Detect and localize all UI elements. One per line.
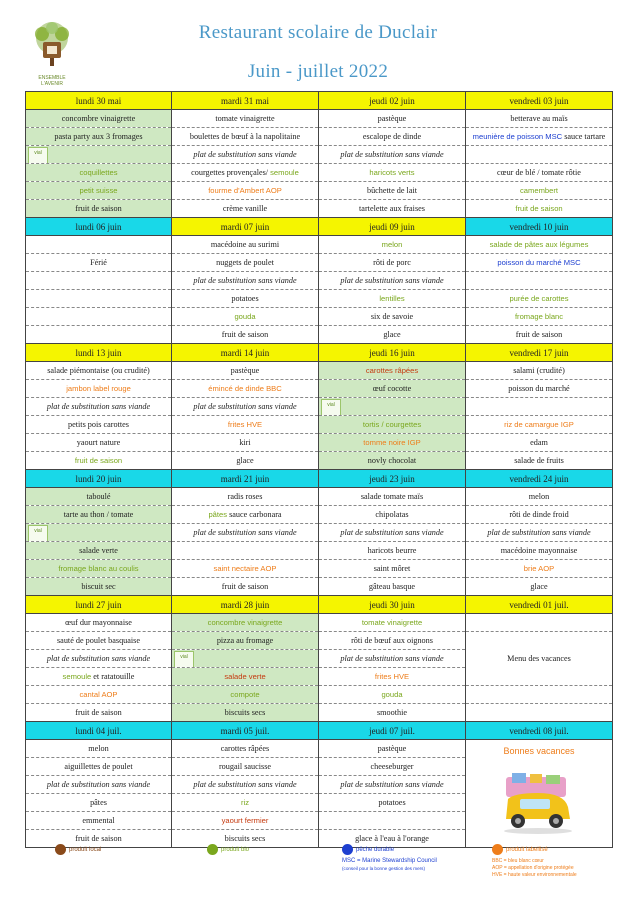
menu-cell [466,200,613,218]
logo-text-1: ENSEMBLE [38,75,66,81]
menu-cell [466,398,613,416]
menu-cell: pastèque [172,362,319,380]
menu-cell [172,380,319,398]
menu-cell: rôti de porc [319,254,466,272]
menu-cell [466,308,613,326]
menu-cell: salade verte [26,542,172,560]
menu-cell: plat de substitution sans viande [319,650,466,668]
menu-cell [466,272,613,290]
menu-cell [319,668,466,686]
menu-cell [319,236,466,254]
label-item: frites HVE [374,671,410,681]
menu-cell: glace à l'eau à l'orange [319,830,466,848]
menu-cell: betterave au maïs [466,110,613,128]
legend-label [492,844,577,879]
page-title: Restaurant scolaire de Duclair [198,22,438,43]
menu-cell [172,308,319,326]
menu-text: sauce carbonara [227,509,282,519]
bio-item: camembert [520,185,558,195]
bonnes-vacances-text: Bonnes vacances [503,746,575,756]
day-header: mardi 07 juin [172,218,319,236]
day-header: lundi 13 juin [26,344,172,362]
bio-item: fruit de saison [515,203,563,213]
legend-msc: MSC = Marine Stewardship Council [342,858,437,864]
menu-cell: salami (crudité) [466,362,613,380]
day-header: jeudi 07 juil. [319,722,466,740]
menu-cell: haricots beurre [319,542,466,560]
label-item: émincé de dinde BBC [208,383,282,393]
menu-cell: rôti de bœuf aux oignons [319,632,466,650]
day-header: vendredi 01 juil. [466,596,613,614]
menu-cell: chipolatas [319,506,466,524]
menu-cell: fruit de saison [26,830,172,848]
menu-cell: pizza au fromage [172,632,319,650]
menu-cell [319,290,466,308]
menu-cell [172,506,319,524]
bio-item: fruit de saison [74,455,123,465]
menu-cell: taboulé [26,488,172,506]
menu-cell: plat de substitution sans viande [319,776,466,794]
bio-item: melon [381,239,403,249]
menu-cell: six de savoie [319,308,466,326]
menu-cell: carottes râpées [172,740,319,758]
day-header: vendredi 24 juin [466,470,613,488]
vial-icon: vial [28,147,48,164]
bio-item: fromage blanc au coulis [58,563,139,573]
menu-cell: potatoes [172,290,319,308]
menu-cell [26,380,172,398]
menu-cell: tartelette aux fraises [319,200,466,218]
menu-cell: potatoes [319,794,466,812]
menu-cell [26,290,172,308]
menu-cell [466,614,613,632]
menu-cell: crème vanille [172,200,319,218]
day-header: lundi 27 juin [26,596,172,614]
menu-cell [172,812,319,830]
bio-icon [207,844,218,855]
menu-cell: escalope de dinde [319,128,466,146]
menu-cell: plat de substitution sans viande [172,524,319,542]
menu-cell: yaourt nature [26,434,172,452]
menu-cell: œuf cocotte [319,380,466,398]
menu-cell [26,560,172,578]
menu-cell: biscuit sec [26,578,172,596]
menu-cell: plat de substitution sans viande [466,524,613,542]
bio-item: petit suisse [79,185,118,195]
menu-cell: radis roses [172,488,319,506]
menu-cell: melon [26,740,172,758]
bio-item: salade de pâtes aux légumes [489,239,589,249]
day-header: jeudi 02 juin [319,92,466,110]
menu-cell: plat de substitution sans viande [26,650,172,668]
bio-item: coquillettes [79,167,118,177]
menu-cell: macédoine au surimi [172,236,319,254]
legend-local [55,844,101,855]
menu-cell [172,650,319,668]
day-header: mardi 21 juin [172,470,319,488]
menu-cell: plat de substitution sans viande [26,776,172,794]
menu-cell: cœur de blé / tomate rôtie [466,164,613,182]
menu-cell [26,272,172,290]
menu-cell [26,182,172,200]
week-header [26,218,613,236]
legend-bbc: BBC = bleu blanc cœur [492,858,544,864]
menu-cell: Férié [26,254,172,272]
menu-cell: emmental [26,812,172,830]
menu-cell [172,686,319,704]
local-item: yaourt fermier [221,815,269,825]
menu-cell [319,434,466,452]
menu-cell: pastèque [319,110,466,128]
day-header: vendredi 17 juin [466,344,613,362]
vial-icon: vial [28,525,48,542]
menu-cell: kiri [172,434,319,452]
bio-item: lentilles [379,293,405,303]
menu-cell: edam [466,434,613,452]
local-item: salade verte [224,671,266,681]
menu-cell [466,254,613,272]
day-header: mardi 05 juil. [172,722,319,740]
menu-cell [172,614,319,632]
menu-cell: rougail saucisse [172,758,319,776]
menu-cell: plat de substitution sans viande [172,146,319,164]
menu-cell [466,560,613,578]
menu-cell [26,308,172,326]
bio-item: semoule [62,671,92,681]
menu-cell: fruit de saison [26,200,172,218]
menu-cell [466,416,613,434]
menu-cell: petits pois carottes [26,416,172,434]
menu-cell [26,146,172,164]
fish-icon [342,844,353,855]
menu-cell: plat de substitution sans viande [172,272,319,290]
menu-cell [172,668,319,686]
bio-item: concombre vinaigrette [207,617,283,627]
bio-item: gouda [381,689,403,699]
local-icon [55,844,66,855]
menu-text: et ratatouille [91,671,135,681]
menu-cell: concombre vinaigrette [26,110,172,128]
menu-cell: aiguillettes de poulet [26,758,172,776]
menu-cell [319,812,466,830]
legend-label-label: produit labellisé [506,847,548,854]
menu-cell: pâtes [26,794,172,812]
label-item: brie AOP [523,563,555,573]
menu-cell: fruit de saison [172,326,319,344]
menu-cell: cheeseburger [319,758,466,776]
menu-cell: fruit de saison [172,578,319,596]
day-header: jeudi 30 juin [319,596,466,614]
legend-peche-label: pêche durable [356,847,395,854]
legend-bio-label: produit bio [221,847,250,854]
bio-item: tomate vinaigrette [361,617,423,627]
menu-cell: plat de substitution sans viande [319,272,466,290]
menu-cell: gâteau basque [319,578,466,596]
menu-cell: biscuits secs [172,830,319,848]
day-header: mardi 28 juin [172,596,319,614]
bio-item: gouda [234,311,256,321]
menu-cell [319,686,466,704]
menu-cell: salade tomate maïs [319,488,466,506]
vacation-car-icon [498,773,576,835]
menu-cell: plat de substitution sans viande [172,398,319,416]
menu-cell: biscuits secs [172,704,319,722]
menu-cell: novly chocolat [319,452,466,470]
label-icon [492,844,503,855]
menu-cell: salade piémontaise (ou crudité) [26,362,172,380]
menu-cell: plat de substitution sans viande [26,398,172,416]
menu-cell [26,236,172,254]
menu-cell: pasta party aux 3 fromages [26,128,172,146]
menu-cell [172,182,319,200]
menu-cell: macédoine mayonnaise [466,542,613,560]
day-header: mardi 31 mai [172,92,319,110]
bio-item: purée de carottes [509,293,569,303]
menu-cell [172,794,319,812]
day-header: lundi 30 mai [26,92,172,110]
menu-cell: pastèque [319,740,466,758]
menu-cell [466,704,613,722]
legend-local-label: produit local [69,847,102,854]
legend-peche [342,844,437,872]
menu-cell: plat de substitution sans viande [172,776,319,794]
day-header: mardi 14 juin [172,344,319,362]
menu-cell [172,164,319,182]
page-subtitle: Juin - juillet 2022 [247,61,389,82]
day-header: vendredi 03 juin [466,92,613,110]
menu-cell [319,362,466,380]
legend-bio [207,844,249,855]
menu-cell [26,452,172,470]
menu-cell [26,164,172,182]
label-item: jambon label rouge [66,383,131,393]
menu-cell: Menu des vacances [466,632,613,686]
menu-cell [319,164,466,182]
week-header [26,470,613,488]
msc-item: meunière de poisson MSC [472,131,563,141]
msc-item: poisson du marché MSC [497,257,581,267]
menu-cell [26,524,172,542]
menu-cell [26,686,172,704]
menu-cell: glace [466,578,613,596]
menu-cell [319,416,466,434]
local-item: carottes râpées [365,365,419,375]
legend-aop: AOP = appellation d'origine protégée [492,865,574,871]
menu-cell [172,560,319,578]
menu-text: sauce tartare [562,131,606,141]
bio-item: fromage blanc [514,311,564,321]
label-item: tomme noire IGP [363,437,421,447]
week-header [26,722,613,740]
vial-icon: vial [174,651,194,668]
day-header: jeudi 16 juin [319,344,466,362]
menu-cell [466,146,613,164]
menu-cell: boulettes de bœuf à la napolitaine [172,128,319,146]
menu-cell: tomate vinaigrette [172,110,319,128]
menu-cell: plat de substitution sans viande [319,146,466,164]
menu-cell: smoothie [319,704,466,722]
menu-text: courgettes provençales/ [191,167,271,177]
menu-cell: sauté de poulet basquaise [26,632,172,650]
menu-cell [26,668,172,686]
label-item: frites HVE [227,419,263,429]
menu-cell [319,398,466,416]
legend-hve: HVE = haute valeur environnementale [492,872,577,878]
menu-cell [172,416,319,434]
menu-cell [172,542,319,560]
bio-item: tortis / courgettes [362,419,422,429]
menu-cell [466,128,613,146]
day-header: lundi 06 juin [26,218,172,236]
menu-cell: plat de substitution sans viande [319,524,466,542]
bio-item: riz [240,797,249,807]
week-header [26,596,613,614]
vial-icon: vial [321,399,341,416]
week-header [26,344,613,362]
menu-cell [466,182,613,200]
menu-cell: saint môret [319,560,466,578]
menu-cell: salade de fruits [466,452,613,470]
menu-cell [26,326,172,344]
menu-cell: melon [466,488,613,506]
day-header: jeudi 09 juin [319,218,466,236]
menu-cell: glace [172,452,319,470]
bio-item: haricots verts [369,167,415,177]
bio-item: semoule [270,167,299,177]
label-item: saint nectaire AOP [213,563,277,573]
menu-cell: fruit de saison [26,704,172,722]
menu-cell: poisson du marché [466,380,613,398]
week-header [26,92,613,110]
bio-item: compote [230,689,260,699]
menu-cell: fruit de saison [466,326,613,344]
menu-cell [319,614,466,632]
day-header: lundi 04 juil. [26,722,172,740]
menu-cell [466,290,613,308]
menu-cell: tarte au thon / tomate [26,506,172,524]
menu-cell: rôti de dinde froid [466,506,613,524]
day-header: jeudi 23 juin [319,470,466,488]
logo-text-2: L'AVENIR [41,81,63,87]
label-item: cantal AOP [79,689,118,699]
bio-item: pâtes [208,509,228,519]
menu-table [25,91,613,848]
legend-msc-note: (conseil pour la bonne gestion des mers) [342,866,425,871]
menu-cell [466,236,613,254]
menu-cell: glace [319,326,466,344]
day-header: vendredi 10 juin [466,218,613,236]
label-item: fourme d'Ambert AOP [208,185,282,195]
day-header: vendredi 08 juil. [466,722,613,740]
label-item: riz de camargue IGP [504,419,574,429]
menu-cell [466,686,613,704]
menu-cell: œuf dur mayonnaise [26,614,172,632]
menu-cell: bûchette de lait [319,182,466,200]
day-header: lundi 20 juin [26,470,172,488]
menu-cell: nuggets de poulet [172,254,319,272]
